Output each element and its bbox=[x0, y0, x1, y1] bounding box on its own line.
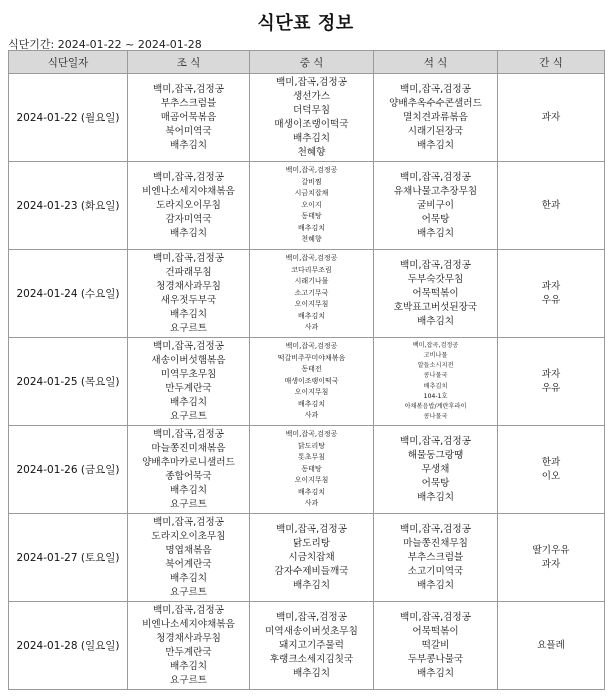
meal-period: 식단기간: 2024-01-22 ~ 2024-01-28 bbox=[8, 38, 202, 51]
lunch-item: 갈비찜 bbox=[301, 177, 322, 186]
cell-lunch bbox=[250, 426, 374, 514]
header-lunch: 중 식 bbox=[250, 51, 374, 74]
breakfast-item: 북어미역국 bbox=[165, 125, 212, 137]
snack-item: 딸기우유 bbox=[532, 544, 570, 556]
lunch-item: 오이지 bbox=[301, 200, 322, 209]
dinner-item: 어묵떡볶이 bbox=[412, 625, 459, 637]
breakfast-item: 비엔나소세지야채볶음 bbox=[142, 618, 235, 630]
dinner-item: 콩나물국 bbox=[423, 413, 448, 421]
breakfast-item: 만두계란국 bbox=[165, 382, 212, 394]
breakfast-item: 종합어묵국 bbox=[165, 470, 212, 482]
lunch-item: 동태전 bbox=[301, 365, 322, 374]
dinner-item: 배추김치 bbox=[416, 579, 455, 591]
dinner-item: 배추김치 bbox=[416, 491, 455, 503]
dinner-item: 백미,잡곡,검정공 bbox=[412, 341, 459, 349]
dinner-item: 호박표고버섯된장국 bbox=[393, 301, 478, 313]
breakfast-item: 요구르트 bbox=[169, 674, 208, 686]
dinner-item: 어묵떡볶이 bbox=[412, 287, 459, 299]
cell-breakfast bbox=[128, 250, 250, 338]
lunch-item: 코다리무조림 bbox=[291, 265, 332, 274]
lunch-item: 시금치잡채 bbox=[288, 551, 335, 563]
cell-dinner bbox=[374, 250, 498, 338]
lunch-item: 배추김치 bbox=[292, 132, 331, 144]
breakfast-item: 백미,잡곡,검정공 bbox=[153, 340, 224, 352]
lunch-item: 돼지고기주물럭 bbox=[279, 639, 344, 651]
breakfast-item: 백미,잡곡,검정공 bbox=[153, 428, 224, 440]
lunch-item: 더덕무침 bbox=[292, 104, 331, 116]
dinner-item: 백미,잡곡,검정공 bbox=[400, 83, 471, 95]
lunch-item: 천혜향 bbox=[301, 235, 322, 244]
lunch-item: 배추김치 bbox=[297, 311, 326, 320]
breakfast-item: 청경채사과무침 bbox=[156, 280, 221, 292]
cell-snack bbox=[498, 602, 605, 690]
lunch-item: 사과 bbox=[304, 411, 319, 420]
breakfast-item: 명엽채볶음 bbox=[165, 544, 212, 556]
breakfast-item: 도라지오이초무침 bbox=[151, 530, 226, 542]
cell-snack bbox=[498, 162, 605, 250]
breakfast-item: 백미,잡곡,검정공 bbox=[153, 171, 224, 183]
dinner-item: 배추김치 bbox=[423, 382, 448, 390]
breakfast-item: 배추김치 bbox=[169, 227, 208, 239]
table-row bbox=[9, 162, 605, 250]
breakfast-item: 배추김치 bbox=[169, 396, 208, 408]
dinner-item: 아채볶음밥/계란후라이 bbox=[404, 402, 467, 410]
breakfast-item: 요구르트 bbox=[169, 322, 208, 334]
lunch-item: 배추김치 bbox=[297, 223, 326, 232]
lunch-item: 배추김치 bbox=[292, 579, 331, 591]
lunch-item: 시금치잡채 bbox=[294, 189, 329, 198]
cell-breakfast bbox=[128, 514, 250, 602]
meal-date: 2024-01-25 (목요일) bbox=[9, 338, 128, 426]
breakfast-item: 새송이버섯햄볶음 bbox=[151, 354, 226, 366]
dinner-item: 유채나물고추장무침 bbox=[393, 185, 478, 197]
lunch-item: 백미,잡곡,검정공 bbox=[276, 523, 347, 535]
dinner-item: 부추스크럼블 bbox=[407, 551, 464, 563]
dinner-item: 배추김치 bbox=[416, 667, 455, 679]
lunch-item: 천혜향 bbox=[297, 146, 326, 158]
table-row bbox=[9, 514, 605, 602]
lunch-item: 동태탕 bbox=[301, 464, 322, 473]
header-snack: 간 식 bbox=[498, 51, 605, 74]
lunch-item: 닭도리탕 bbox=[292, 537, 331, 549]
cell-snack bbox=[498, 74, 605, 162]
meal-date: 2024-01-28 (일요일) bbox=[9, 602, 128, 690]
breakfast-item: 배추김치 bbox=[169, 572, 208, 584]
dinner-item: 무생채 bbox=[421, 463, 450, 475]
breakfast-item: 미역무초무침 bbox=[160, 368, 217, 380]
dinner-item: 양배추옥수수콘샐러드 bbox=[389, 97, 482, 109]
dinner-item: 시래기된장국 bbox=[407, 125, 464, 137]
breakfast-item: 배추김치 bbox=[169, 308, 208, 320]
snack-item: 이오 bbox=[541, 470, 561, 482]
lunch-item: 매생이조랭이떡국 bbox=[284, 376, 339, 385]
cell-breakfast bbox=[128, 74, 250, 162]
dinner-item: 고비나물 bbox=[423, 351, 448, 359]
breakfast-item: 배추김치 bbox=[169, 660, 208, 672]
snack-item: 우유 bbox=[541, 294, 561, 306]
breakfast-item: 요구르트 bbox=[169, 498, 208, 510]
snack-item: 요플레 bbox=[537, 639, 565, 651]
snack-item: 한과 bbox=[541, 456, 561, 468]
dinner-item: 알들소시지전 bbox=[417, 362, 454, 370]
dinner-item: 해물동그랑땡 bbox=[407, 449, 464, 461]
cell-dinner bbox=[374, 514, 498, 602]
table-row bbox=[9, 338, 605, 426]
snack-item: 과자 bbox=[541, 368, 561, 380]
dinner-item: 백미,잡곡,검정공 bbox=[400, 611, 471, 623]
lunch-item: 백미,잡곡,검정공 bbox=[276, 611, 347, 623]
breakfast-item: 새우젓두부국 bbox=[160, 294, 217, 306]
breakfast-item: 백미,잡곡,검정공 bbox=[153, 516, 224, 528]
lunch-item: 백미,잡곡,검정공 bbox=[276, 76, 347, 88]
cell-breakfast bbox=[128, 338, 250, 426]
header-dinner: 석 식 bbox=[374, 51, 498, 74]
meal-table bbox=[8, 50, 605, 690]
lunch-item: 백미,잡곡,검정공 bbox=[285, 166, 338, 175]
breakfast-item: 요구르트 bbox=[169, 410, 208, 422]
cell-dinner bbox=[374, 74, 498, 162]
table-body bbox=[9, 74, 605, 690]
dinner-item: 배추김치 bbox=[416, 139, 455, 151]
dinner-item: 백미,잡곡,검정공 bbox=[400, 435, 471, 447]
lunch-item: 배추김치 bbox=[297, 399, 326, 408]
table-row bbox=[9, 74, 605, 162]
lunch-item: 소고기무국 bbox=[294, 288, 329, 297]
cell-lunch bbox=[250, 162, 374, 250]
meal-date: 2024-01-22 (월요일) bbox=[9, 74, 128, 162]
cell-dinner bbox=[374, 162, 498, 250]
cell-breakfast bbox=[128, 162, 250, 250]
breakfast-item: 배추김치 bbox=[169, 139, 208, 151]
dinner-item: 두부콩나물국 bbox=[407, 653, 464, 665]
breakfast-item: 배추김치 bbox=[169, 484, 208, 496]
table-row bbox=[9, 426, 605, 514]
lunch-item: 시래기나물 bbox=[294, 277, 329, 286]
breakfast-item: 백미,잡곡,검정공 bbox=[153, 252, 224, 264]
dinner-item: 마늘쫑진채무침 bbox=[403, 537, 468, 549]
breakfast-item: 비엔나소세지야채볶음 bbox=[142, 185, 235, 197]
lunch-item: 백미,잡곡,검정공 bbox=[285, 342, 338, 351]
lunch-item: 사과 bbox=[304, 323, 319, 332]
dinner-item: 104-1호 bbox=[423, 392, 448, 400]
dinner-item: 어묵탕 bbox=[421, 213, 450, 225]
snack-item: 과자 bbox=[541, 280, 561, 292]
meal-date: 2024-01-24 (수요일) bbox=[9, 250, 128, 338]
lunch-item: 백미,잡곡,검정공 bbox=[285, 430, 338, 439]
snack-item: 한과 bbox=[541, 199, 561, 211]
header-breakfast: 조 식 bbox=[128, 51, 250, 74]
dinner-item: 두부숙갓무침 bbox=[407, 273, 464, 285]
breakfast-item: 만두계란국 bbox=[165, 646, 212, 658]
header-date: 식단일자 bbox=[9, 51, 128, 74]
cell-dinner bbox=[374, 602, 498, 690]
lunch-item: 오이지무침 bbox=[294, 388, 329, 397]
breakfast-item: 청경채사과무침 bbox=[156, 632, 221, 644]
lunch-item: 후랭크소세지김칫국 bbox=[269, 653, 354, 665]
lunch-item: 떡갈비주꾸미야채볶음 bbox=[277, 353, 346, 362]
lunch-item: 오이지무침 bbox=[294, 300, 329, 309]
cell-snack bbox=[498, 514, 605, 602]
dinner-item: 콩나물국 bbox=[423, 372, 448, 380]
dinner-item: 떡갈비 bbox=[421, 639, 450, 651]
dinner-item: 굴비구이 bbox=[416, 199, 455, 211]
cell-breakfast bbox=[128, 426, 250, 514]
cell-dinner bbox=[374, 338, 498, 426]
page-title: 식단표 정보 bbox=[257, 13, 354, 34]
dinner-item: 멸치견과류볶음 bbox=[403, 111, 468, 123]
lunch-item: 닭도리탕 bbox=[297, 441, 326, 450]
dinner-item: 백미,잡곡,검정공 bbox=[400, 523, 471, 535]
breakfast-item: 백미,잡곡,검정공 bbox=[153, 604, 224, 616]
dinner-item: 배추김치 bbox=[416, 227, 455, 239]
table-header-row bbox=[9, 51, 605, 74]
lunch-item: 미역새송이버섯초무침 bbox=[265, 625, 358, 637]
breakfast-item: 마늘쫑진미채볶음 bbox=[151, 442, 226, 454]
breakfast-item: 건파래무침 bbox=[165, 266, 212, 278]
cell-breakfast bbox=[128, 602, 250, 690]
snack-item: 과자 bbox=[541, 558, 561, 570]
breakfast-item: 요구르트 bbox=[169, 586, 208, 598]
breakfast-item: 북어계란국 bbox=[165, 558, 212, 570]
lunch-item: 사과 bbox=[304, 499, 319, 508]
cell-lunch bbox=[250, 514, 374, 602]
lunch-item: 배추김치 bbox=[292, 667, 331, 679]
cell-lunch bbox=[250, 74, 374, 162]
breakfast-item: 매곰어묵볶음 bbox=[160, 111, 217, 123]
breakfast-item: 부추스크럼블 bbox=[160, 97, 217, 109]
breakfast-item: 도라지오이무침 bbox=[156, 199, 221, 211]
meal-date: 2024-01-26 (금요일) bbox=[9, 426, 128, 514]
lunch-item: 오이지무침 bbox=[294, 476, 329, 485]
dinner-item: 배추김치 bbox=[416, 315, 455, 327]
lunch-item: 백미,잡곡,검정공 bbox=[285, 254, 338, 263]
breakfast-item: 백미,잡곡,검정공 bbox=[153, 83, 224, 95]
lunch-item: 배추김치 bbox=[297, 487, 326, 496]
lunch-item: 동태탕 bbox=[301, 212, 322, 221]
cell-lunch bbox=[250, 602, 374, 690]
lunch-item: 톳초무침 bbox=[297, 453, 326, 462]
lunch-item: 생선가스 bbox=[292, 90, 331, 102]
dinner-item: 백미,잡곡,검정공 bbox=[400, 171, 471, 183]
snack-item: 과자 bbox=[541, 111, 561, 123]
table-row bbox=[9, 250, 605, 338]
dinner-item: 어묵탕 bbox=[421, 477, 450, 489]
lunch-item: 매생이조랭이떡국 bbox=[274, 118, 349, 130]
dinner-item: 소고기미역국 bbox=[407, 565, 464, 577]
cell-snack bbox=[498, 338, 605, 426]
cell-snack bbox=[498, 250, 605, 338]
cell-snack bbox=[498, 426, 605, 514]
table-row bbox=[9, 602, 605, 690]
cell-lunch bbox=[250, 338, 374, 426]
breakfast-item: 감자미역국 bbox=[165, 213, 212, 225]
meal-date: 2024-01-23 (화요일) bbox=[9, 162, 128, 250]
cell-lunch bbox=[250, 250, 374, 338]
lunch-item: 감자수제비들깨국 bbox=[274, 565, 349, 577]
meal-date: 2024-01-27 (토요일) bbox=[9, 514, 128, 602]
snack-item: 우유 bbox=[541, 382, 561, 394]
breakfast-item: 양배추마카로니샐러드 bbox=[142, 456, 235, 468]
dinner-item: 백미,잡곡,검정공 bbox=[400, 259, 471, 271]
cell-dinner bbox=[374, 426, 498, 514]
